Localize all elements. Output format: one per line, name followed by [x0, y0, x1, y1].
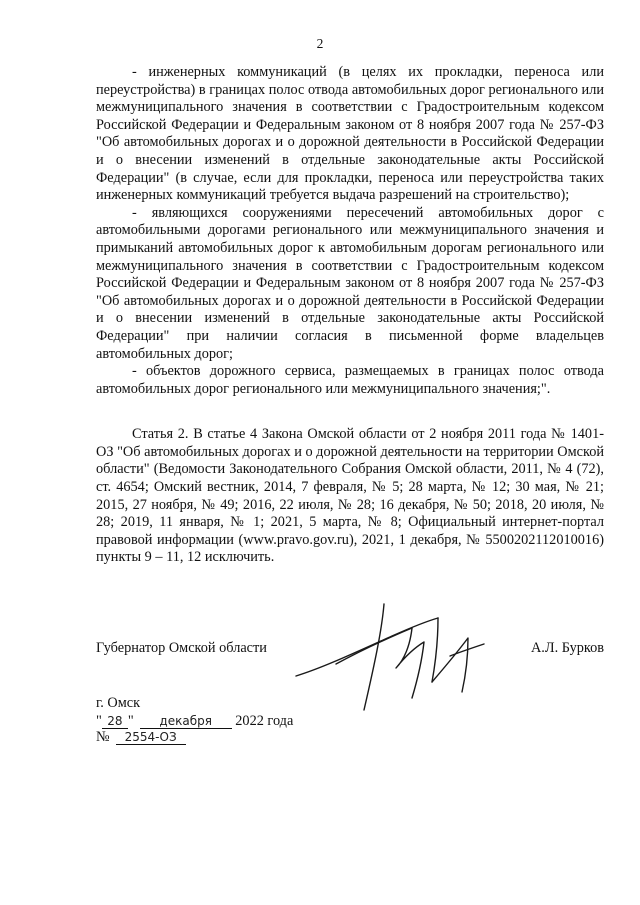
number-label: № [96, 729, 110, 745]
footer-law-number [96, 729, 186, 746]
article-2-paragraph: Статья 2. В статье 4 Закона Омской области от 2 ноября 2011 года № 1401-ОЗ "Об автомобильных дорогах и о дорожной деятельности на территории Омской области" (Ведомости Законодательного Собрания Омской области, 2011, № 4 (72), ст. 4654; Омский вестник, 2014, 7 февраля, № 5; 28 марта, № 12; 30 мая, № 21; 2015, 27 ноября, № 49; 2016, 22 июля, № 28; 16 декабря, № 50; 2018, 20 июля, № 28; 2019, 11 января, № 1; 2021, 5 марта, № 8; Официальный интернет-портал правовой информации (www.pravo.gov.ru), 2021, 1 декабря, № 5500202112010016) пункты 9 – 11, 12 исключить. [96, 426, 604, 566]
date-month: декабря [140, 714, 232, 729]
date-quote-open: " [96, 713, 102, 729]
signer-name: А.Л. Бурков [530, 640, 604, 656]
date-day: 28 [102, 714, 128, 729]
paragraph-road-intersections: - являющихся сооружениями пересечений автомобильных дорог с автомобильными дорогами регионального или межмуниципального значения и примыканий автомобильных дорог к автомобильным дорогам регионального или межмуниципального значения в соответствии с Градостроительным кодексом Российской Федерации и Федеральным законом от 8 ноября 2007 года № 257-ФЗ "Об автомобильных дорогах и о дорожной деятельности в Российской Федерации и о внесении изменений в отдельные законодательные акты Российской Федерации" при наличии согласия в письменной форме владельцев автомобильных дорог; [96, 204, 604, 362]
footer-city: г. Омск [96, 695, 141, 711]
footer-date [96, 713, 293, 730]
paragraph-engineering-communications: - инженерных коммуникаций (в целях их прокладки, переноса или переустройства) в границах полос отвода автомобильных дорог регионального или межмуниципального значения в соответствии с Градостроительным кодексом Российской Федерации и Федеральным законом от 8 ноября 2007 года № 257-ФЗ "Об автомобильных дорогах и о дорожной деятельности в Российской Федерации и о внесении изменений в отдельные законодательные акты Российской Федерации" (в случае, если для прокладки, переноса или переустройства таких инженерных коммуникаций требуется выдача разрешений на строительство); [96, 64, 604, 204]
law-number: 2554-ОЗ [116, 730, 186, 745]
document-body [96, 64, 604, 567]
date-year: 2022 года [235, 713, 294, 729]
signer-title: Губернатор Омской области [96, 640, 267, 656]
date-quote-close: " [127, 713, 134, 729]
page-number: 2 [316, 36, 324, 51]
handwritten-signature [292, 598, 508, 718]
paragraph-road-service-objects: - объектов дорожного сервиса, размещаемых в границах полос отвода автомобильных дорог регионального или межмуниципального значения;". [96, 363, 604, 397]
